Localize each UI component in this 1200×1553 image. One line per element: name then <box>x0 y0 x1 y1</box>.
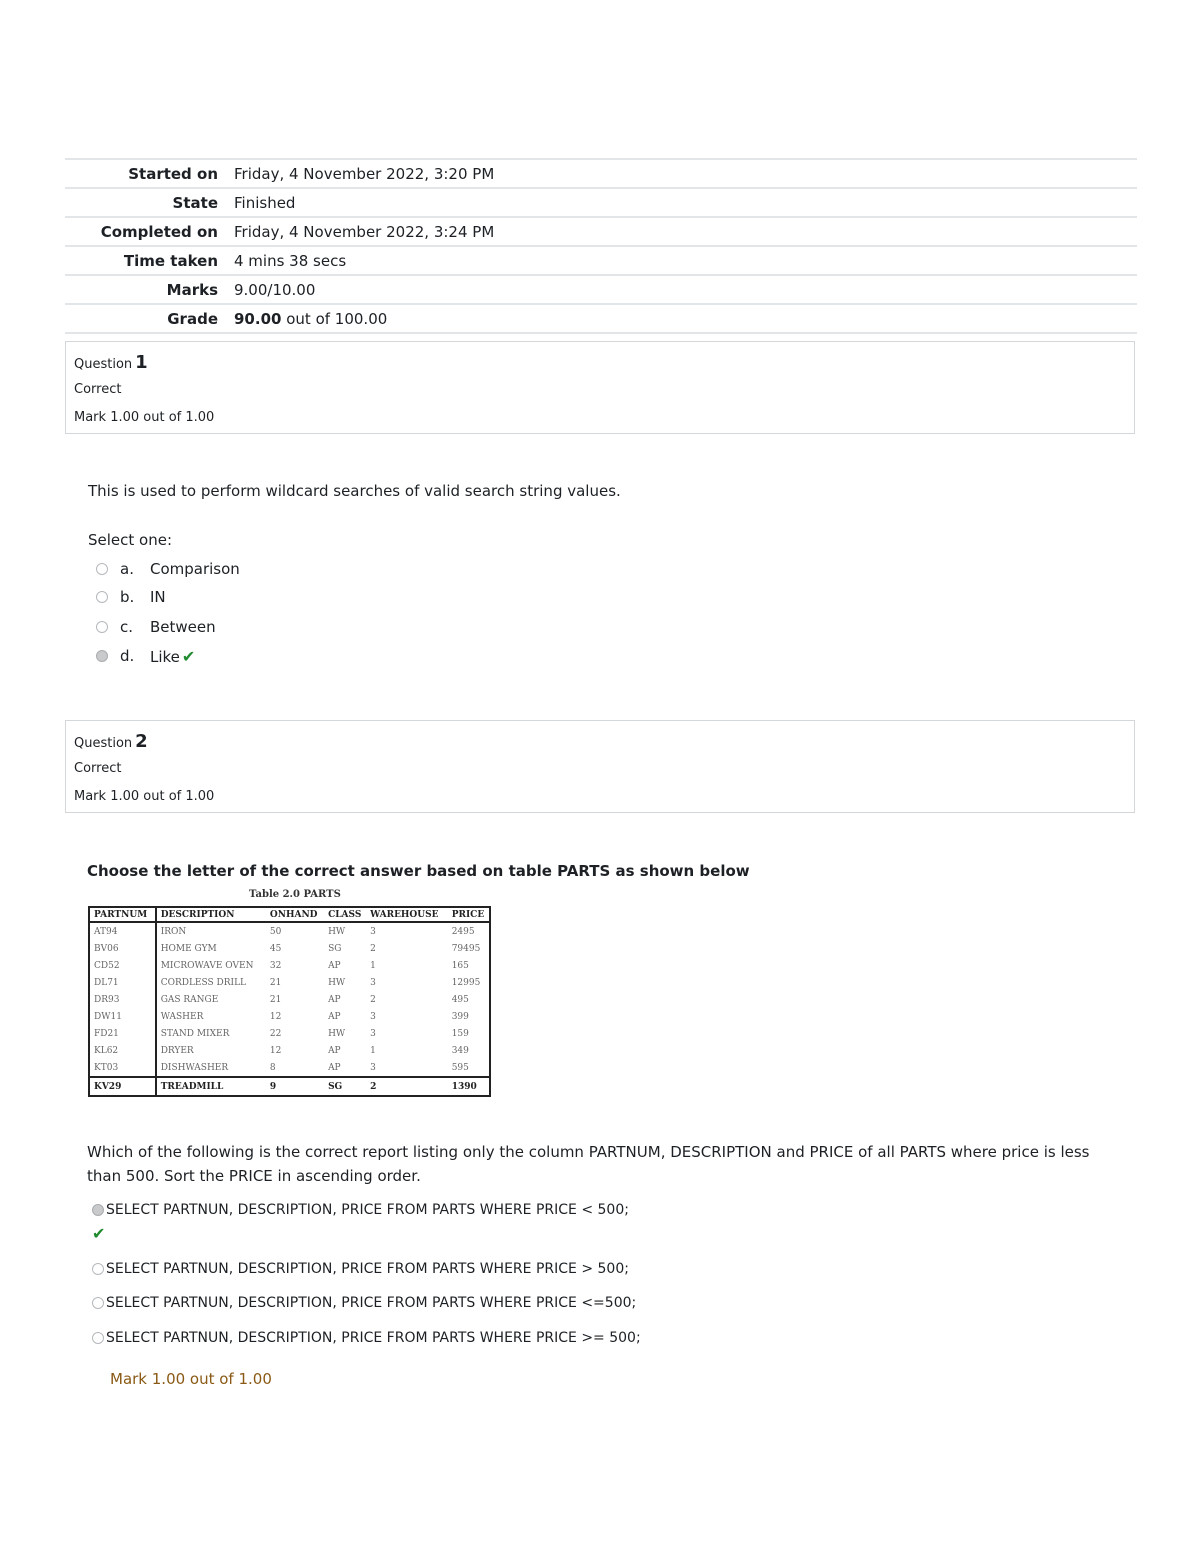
table-cell: 2 <box>370 943 376 954</box>
table-cell: SG <box>328 943 342 954</box>
option-label <box>150 647 195 666</box>
summary-row-time-taken <box>65 246 1137 275</box>
table-cell: AT94 <box>89 922 156 940</box>
question-2-mark-footer: Mark 1.00 out of 1.00 <box>110 1370 272 1388</box>
table-row <box>89 940 490 957</box>
option-letter: d. <box>120 647 135 665</box>
table-cell: WASHER <box>160 1011 204 1022</box>
table-row <box>89 1008 490 1025</box>
table-cell: 3 <box>370 977 376 988</box>
table-cell: 50 <box>269 926 282 937</box>
table-cell: IRON <box>160 926 187 937</box>
question-number-value: 2 <box>135 731 148 752</box>
table-cell: 3 <box>370 1011 376 1022</box>
question-1-text: This is used to perform wildcard searches of valid search string values. <box>88 482 621 500</box>
correct-check-icon: ✔ <box>92 1224 106 1243</box>
table-cell: 9 <box>266 1077 324 1096</box>
radio-button-selected[interactable] <box>96 650 108 662</box>
summary-value: Friday, 4 November 2022, 3:24 PM <box>234 217 1137 246</box>
table-row <box>89 1042 490 1059</box>
summary-label: Started on <box>65 159 234 188</box>
table-header-row <box>89 907 490 922</box>
question-2-text: Which of the following is the correct report listing only the column PARTNUM, DESCRIPTION and PRICE of all PARTS where price is less than 500. Sort the PRICE in ascending order. <box>87 1143 1090 1185</box>
answer-option-4[interactable] <box>92 1330 641 1346</box>
table-cell: CORDLESS DRILL <box>160 977 247 988</box>
summary-value: Friday, 4 November 2022, 3:20 PM <box>234 159 1137 188</box>
radio-button[interactable] <box>96 591 108 603</box>
table-row <box>89 974 490 991</box>
grade-score: 90.00 <box>234 309 282 328</box>
question-grade: Mark 1.00 out of 1.00 <box>74 789 215 804</box>
radio-button[interactable] <box>96 621 108 633</box>
summary-row-started <box>65 159 1137 188</box>
option-label: SELECT PARTNUN, DESCRIPTION, PRICE FROM PARTS WHERE PRICE <=500; <box>106 1295 637 1311</box>
option-text: Like <box>150 647 180 666</box>
table-cell: AP <box>328 1045 341 1056</box>
radio-button[interactable] <box>92 1332 104 1344</box>
table-cell: 45 <box>269 943 282 954</box>
table-cell: HW <box>328 977 346 988</box>
table-cell: GAS RANGE <box>160 994 219 1005</box>
table-cell: 399 <box>451 1011 469 1022</box>
question-2-title: Choose the letter of the correct answer based on table PARTS as shown below <box>87 862 750 880</box>
question-state: Correct <box>74 761 122 776</box>
question-state: Correct <box>74 382 122 397</box>
question-label: Question <box>74 357 133 372</box>
option-letter: b. <box>120 588 135 606</box>
table-cell: 12 <box>269 1011 282 1022</box>
answer-option-c[interactable] <box>96 617 216 637</box>
summary-row-completed <box>65 217 1137 246</box>
table-cell: KL62 <box>89 1042 156 1059</box>
summary-label: Marks <box>65 275 234 304</box>
question-label: Question <box>74 736 133 751</box>
table-cell: 2 <box>366 1077 448 1096</box>
answer-option-d[interactable] <box>96 646 196 666</box>
summary-value: 4 mins 38 secs <box>234 246 1137 275</box>
table-cell: KV29 <box>89 1077 156 1096</box>
table-cell: AP <box>328 1011 341 1022</box>
option-label: SELECT PARTNUN, DESCRIPTION, PRICE FROM PARTS WHERE PRICE < 500; <box>106 1202 629 1218</box>
table-cell: MICROWAVE OVEN <box>160 960 254 971</box>
column-header: DESCRIPTION <box>156 907 266 922</box>
table-cell: 349 <box>451 1045 469 1056</box>
question-1-info <box>65 341 1135 434</box>
option-label: SELECT PARTNUN, DESCRIPTION, PRICE FROM PARTS WHERE PRICE > 500; <box>106 1261 629 1277</box>
answer-option-a[interactable] <box>96 559 240 579</box>
table-row <box>89 957 490 974</box>
column-header: CLASS <box>324 907 366 922</box>
correct-check-icon: ✔ <box>181 646 196 666</box>
table-cell: HOME GYM <box>160 943 217 954</box>
option-label: Comparison <box>150 560 240 578</box>
table-cell: 165 <box>451 960 469 971</box>
table-cell: 2 <box>370 994 376 1005</box>
table-cell: HW <box>328 1028 346 1039</box>
summary-row-marks <box>65 275 1137 304</box>
answer-option-b[interactable] <box>96 587 166 607</box>
question-number <box>74 352 148 373</box>
radio-button[interactable] <box>92 1297 104 1309</box>
option-label: SELECT PARTNUN, DESCRIPTION, PRICE FROM PARTS WHERE PRICE >= 500; <box>106 1330 641 1346</box>
radio-button[interactable] <box>92 1263 104 1275</box>
question-number-value: 1 <box>135 352 148 373</box>
table-cell: DISHWASHER <box>160 1062 229 1073</box>
table-caption: Table 2.0 PARTS <box>249 889 341 900</box>
option-letter: a. <box>120 560 134 578</box>
summary-value: Finished <box>234 188 1137 217</box>
summary-label: Time taken <box>65 246 234 275</box>
question-1-prompt: Select one: <box>88 531 173 549</box>
table-cell: 2495 <box>451 926 475 937</box>
summary-row-state <box>65 188 1137 217</box>
radio-button-selected[interactable] <box>92 1204 104 1216</box>
parts-table <box>88 906 491 1097</box>
table-cell: 495 <box>451 994 469 1005</box>
table-cell: CD52 <box>89 957 156 974</box>
table-cell: 159 <box>451 1028 469 1039</box>
table-cell: FD21 <box>89 1025 156 1042</box>
option-label: IN <box>150 588 166 606</box>
option-letter: c. <box>120 618 134 636</box>
question-2-info <box>65 720 1135 813</box>
table-cell: DRYER <box>160 1045 194 1056</box>
table-cell: 1390 <box>448 1077 490 1096</box>
table-cell: DW11 <box>89 1008 156 1025</box>
table-row <box>89 1077 490 1096</box>
answer-option-3[interactable] <box>92 1295 636 1311</box>
table-cell: 3 <box>370 1028 376 1039</box>
table-row <box>89 1025 490 1042</box>
summary-row-grade <box>65 304 1137 333</box>
table-cell: AP <box>328 994 341 1005</box>
summary-label: Grade <box>65 304 234 333</box>
table-cell: 12 <box>269 1045 282 1056</box>
table-cell: 12995 <box>451 977 481 988</box>
table-cell: 3 <box>370 1062 376 1073</box>
table-cell: 79495 <box>451 943 481 954</box>
attempt-summary-table <box>65 158 1137 334</box>
answer-option-1[interactable] <box>92 1202 629 1218</box>
table-cell: 1 <box>370 1045 376 1056</box>
question-number <box>74 731 148 752</box>
question-grade: Mark 1.00 out of 1.00 <box>74 410 215 425</box>
table-cell: 21 <box>269 977 282 988</box>
table-cell: 595 <box>451 1062 469 1073</box>
summary-value: 9.00/10.00 <box>234 275 1137 304</box>
table-cell: AP <box>328 960 341 971</box>
summary-value <box>234 304 1137 333</box>
table-cell: KT03 <box>89 1059 156 1077</box>
column-header: ONHAND <box>266 907 324 922</box>
column-header: PRICE <box>448 907 490 922</box>
table-cell: DL71 <box>89 974 156 991</box>
table-cell: 3 <box>370 926 376 937</box>
column-header: PARTNUM <box>89 907 156 922</box>
table-row <box>89 991 490 1008</box>
table-row <box>89 1059 490 1077</box>
table-cell: STAND MIXER <box>160 1028 230 1039</box>
answer-option-2[interactable] <box>92 1261 629 1277</box>
table-cell: SG <box>324 1077 366 1096</box>
column-header: WAREHOUSE <box>366 907 448 922</box>
option-label: Between <box>150 618 216 636</box>
table-cell: AP <box>328 1062 341 1073</box>
radio-button[interactable] <box>96 563 108 575</box>
table-cell: TREADMILL <box>156 1077 266 1096</box>
table-row <box>89 922 490 940</box>
table-cell: 32 <box>269 960 282 971</box>
table-cell: HW <box>328 926 346 937</box>
table-cell: BV06 <box>89 940 156 957</box>
table-cell: 22 <box>269 1028 282 1039</box>
summary-label: State <box>65 188 234 217</box>
table-cell: 21 <box>269 994 282 1005</box>
summary-label: Completed on <box>65 217 234 246</box>
table-cell: 8 <box>269 1062 276 1073</box>
table-cell: 1 <box>370 960 376 971</box>
table-cell: DR93 <box>89 991 156 1008</box>
grade-suffix: out of 100.00 <box>286 309 388 328</box>
